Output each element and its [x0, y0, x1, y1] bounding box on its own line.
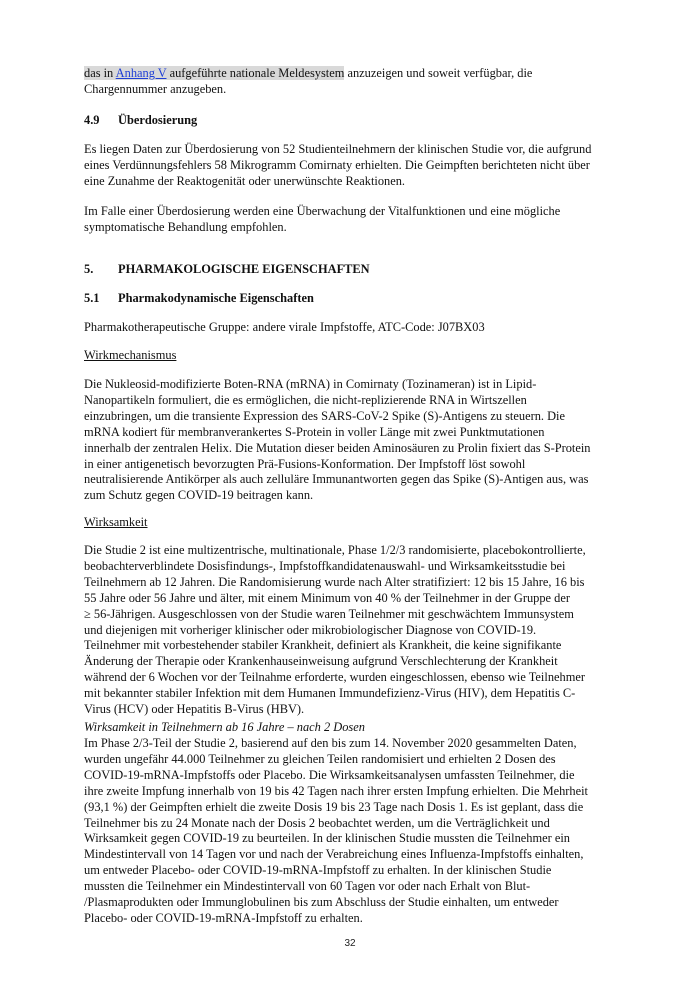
efficacy-heading: Wirksamkeit — [84, 515, 148, 529]
section-5-1-heading — [84, 291, 620, 307]
highlighted-text — [84, 66, 344, 80]
text-line: um entweder Placebo- oder COVID-19-mRNA-Impfstoff zu erhalten. In der klinischen Studie — [84, 863, 552, 878]
intro-paragraph — [84, 66, 620, 98]
text-line: symptomatische Behandlung empfohlen. — [84, 219, 287, 234]
efficacy-paragraph — [84, 543, 620, 718]
text-line: mussten die Teilnehmer ein Mindestintervall von 60 Tagen vor oder nach Erhalt von Blut- — [84, 879, 531, 894]
text-line: Mindestintervall von 14 Tagen vor und nach der Verabreichung eines Influenza-Impfstoffs einhalten, — [84, 847, 584, 862]
section-4-9-heading — [84, 113, 620, 129]
section-number: 5. — [84, 262, 94, 276]
text-line: beobachterverblindete Dosisfindungs-, Impfstoffkandidatenauswahl- und Wirksamkeitsstudie bei — [84, 558, 566, 573]
section-number: 4.9 — [84, 113, 100, 127]
text-line: Änderung der Therapie oder Krankenhauseinweisung aufgrund Verschlechterung der Krankheit — [84, 654, 558, 669]
text-line: wurden ungefähr 44.000 Teilnehmer zu gleichen Teilen randomisiert und erhielten 2 Dosen des — [84, 751, 556, 766]
overdose-paragraph-1 — [84, 142, 620, 190]
text-line: Es liegen Daten zur Überdosierung von 52 Studienteilnehmern der klinischen Studie vor, die aufgrund — [84, 142, 592, 156]
page-number: 32 — [344, 938, 356, 949]
text-line: einzubringen, um die transiente Expression des SARS-CoV-2 Spike (S)-Antigens zu steuern. Die — [84, 408, 565, 423]
text-line: Teilnehmern ab 12 Jahren. Die Randomisierung wurde nach Alter stratifiziert: 12 bis 15 Jahre, 16 bis — [84, 574, 585, 589]
text-line: /Plasmaprodukten oder Immunglobulinen bis zum Abschluss der Studie einhalten, um entweder — [84, 895, 559, 910]
text-line: in einer antigenetisch bevorzugten Prä-Fusions-Konformation. Der Impfstoff löst sowohl — [84, 456, 526, 471]
intro-line-2: Chargennummer anzugeben. — [84, 81, 227, 96]
intro-line-1 — [84, 66, 620, 82]
intro-text-mid: aufgeführte nationale Meldesystem — [166, 66, 345, 80]
text-line: Im Phase 2/3-Teil der Studie 2, basierend auf den bis zum 14. November 2020 gesammelten Daten, — [84, 736, 577, 750]
overdose-paragraph-2 — [84, 204, 620, 236]
annex-v-link[interactable]: Anhang V — [115, 66, 167, 80]
text-line: während der 6 Wochen vor der Teilnahme erforderte, wurden eingeschlossen, ebenso wie Teilnehmer — [84, 670, 585, 685]
text-line: 55 Jahre oder 56 Jahre und älter, mit einem Minimum von 40 % der Teilnehmer in der Gruppe der — [84, 590, 570, 605]
mechanism-heading: Wirkmechanismus — [84, 348, 177, 362]
text-line: COVID-19-mRNA-Impfstoffs oder Placebo. Die Wirksamkeitsanalysen umfassten Teilnehmer, die — [84, 767, 575, 782]
text-line: zum Schutz gegen COVID-19 beitragen kann. — [84, 488, 314, 503]
efficacy-16-paragraph — [84, 736, 620, 927]
text-line: Im Falle einer Überdosierung werden eine Überwachung der Vitalfunktionen und eine mögliche — [84, 204, 561, 218]
text-line: ihre zweite Impfung innerhalb von 19 bis 42 Tagen nach ihrer ersten Impfung erhielten. Die Mehrheit — [84, 783, 589, 798]
text-line: mit bekannter stabiler Infektion mit dem Humanen Immundefizienz-Virus (HIV), dem Hepatitis C- — [84, 686, 576, 701]
text-line: Nanopartikeln formuliert, die es ermöglichen, die nicht-replizierende RNA in Wirtszellen — [84, 392, 527, 407]
text-line: mRNA kodiert für membranverankertes S-Protein in voller Länge mit zwei Punktmutationen — [84, 424, 545, 439]
section-title: PHARMAKOLOGISCHE EIGENSCHAFTEN — [118, 262, 370, 276]
section-title: Pharmakodynamische Eigenschaften — [118, 291, 314, 305]
intro-text-pre: das in — [84, 66, 116, 80]
section-5-heading — [84, 262, 620, 278]
section-number: 5.1 — [84, 291, 100, 305]
section-title: Überdosierung — [118, 113, 198, 127]
text-line: neutralisierende Antikörper als auch zelluläre Immunantworten gegen das Spike (S)-Antigen aus, was — [84, 472, 589, 487]
text-line: und diejenigen mit vorheriger klinischer oder mikrobiologischer Diagnose von COVID-19. — [84, 622, 537, 637]
text-line: Wirksamkeit gegen COVID-19 zu beurteilen. In der klinischen Studie mussten die Teilnehmer ein — [84, 831, 570, 846]
text-line: Die Studie 2 ist eine multizentrische, multinationale, Phase 1/2/3 randomisierte, placebokontrollierte, — [84, 543, 586, 557]
text-line: Virus (HCV) oder Hepatitis B-Virus (HBV). — [84, 702, 305, 717]
text-line: eine Zunahme der Reaktogenität oder unerwünschte Reaktionen. — [84, 173, 406, 188]
efficacy-16-heading: Wirksamkeit in Teilnehmern ab 16 Jahre – nach 2 Dosen — [84, 720, 365, 734]
text-line: Placebo- oder COVID-19-mRNA-Impfstoff zu erhalten. — [84, 910, 363, 925]
mechanism-paragraph — [84, 377, 620, 504]
text-line: eines Verdünnungsfehlers 58 Mikrogramm Comirnaty erhielten. Die Geimpften berichteten nicht über — [84, 157, 590, 172]
text-line: Die Nukleosid-modifizierte Boten-RNA (mRNA) in Comirnaty (Tozinameran) ist in Lipid- — [84, 377, 537, 391]
intro-text-post: anzuzeigen und soweit verfügbar, die — [344, 66, 533, 80]
text-line: ≥ 56-Jährigen. Ausgeschlossen von der Studie waren Teilnehmer mit geschwächtem Immunsystem — [84, 606, 574, 621]
text-line: innerhalb der zentralen Helix. Die Mutation dieser beiden Aminosäuren zu Prolin fixiert das S-Protein — [84, 440, 591, 455]
text-line: (93,1 %) der Geimpften erhielt die zweite Dosis 19 bis 23 Tage nach Dosis 1. Es ist geplant, dass die — [84, 799, 584, 814]
text-line: Teilnehmer bis zu 24 Monate nach der Dosis 2 beobachtet werden, um die Verträglichkeit und — [84, 815, 550, 830]
pharmacotherapeutic-group: Pharmakotherapeutische Gruppe: andere virale Impfstoffe, ATC-Code: J07BX03 — [84, 320, 485, 334]
text-line: Teilnehmer mit vorbestehender stabiler Krankheit, definiert als Krankheit, die keine signifikante — [84, 638, 562, 653]
